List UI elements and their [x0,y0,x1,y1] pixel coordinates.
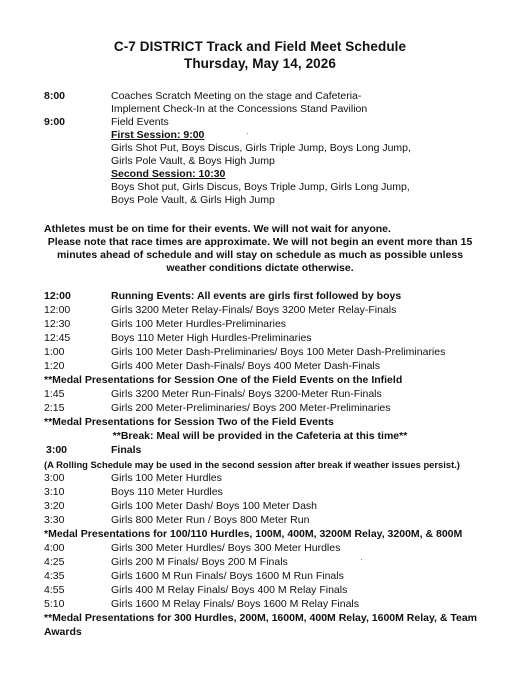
time: 3:20 [44,500,65,512]
break-note: **Break: Meal will be provided in the Cafeteria at this time** [112,430,408,442]
notice-line: minutes ahead of schedule and will stay on schedule as much as possible unless [56,249,464,261]
event-text: Girls 200 Meter-Preliminaries/ Boys 200 Meter-Preliminaries [111,402,391,414]
time: 8:00 [44,90,66,102]
time: 3:10 [44,486,65,498]
notice-line: Athletes must be on time for their events. We will not wait for anyone. [44,223,391,235]
event-text: Girls 300 Meter Hurdles/ Boys 300 Meter Hurdles [111,542,341,554]
schedule-row [44,142,504,156]
time: 4:25 [44,556,65,568]
event-text: Girls 100 Meter Hurdles [111,472,222,484]
notice-line: Please note that race times are approximate. We will not begin an event more than 15 [47,236,473,248]
event-text: Field Events [111,116,169,128]
document-title: C-7 DISTRICT Track and Field Meet Schedule [113,39,407,54]
event-text: Running Events: All events are girls first followed by boys [111,290,402,302]
time: 12:00 [44,304,71,316]
medal-presentation-note: **Medal Presentations for 300 Hurdles, 200M, 1600M, 400M Relay, 1600M Relay, & Team [44,612,478,624]
event-text: Boys Shot put, Girls Discus, Boys Triple Jump, Girls Long Jump, [111,181,410,193]
schedule-row [44,103,504,117]
event-text: Girls 800 Meter Run / Boys 800 Meter Run [111,514,310,526]
time: 12:30 [44,318,71,330]
schedule-row [44,116,504,130]
first-session [44,129,504,143]
schedule-row [44,584,504,598]
finals-header [46,444,506,458]
time: 4:35 [44,570,65,582]
schedule-row [44,318,504,332]
schedule-row [44,556,504,570]
time: 1:45 [44,388,65,400]
time: 12:00 [44,290,71,302]
time: 1:20 [44,360,65,372]
event-text: Girls 100 Meter Dash/ Boys 100 Meter Dash [111,500,318,512]
first-session-heading: First Session: 9:00 [111,129,205,141]
schedule-row [44,360,504,374]
schedule-row [44,570,504,584]
medal-presentation-note: Awards [44,626,82,638]
event-text: Girls Pole Vault, & Boys High Jump [111,155,275,167]
time: 3:30 [44,514,65,526]
schedule-row [44,500,504,514]
time: 4:55 [44,584,65,596]
schedule-row [44,304,504,318]
event-text: Girls 400 Meter Dash-Finals/ Boys 400 Meter Dash-Finals [111,360,381,372]
notice-line: weather conditions dictate otherwise. [166,262,354,274]
medal-presentation-note: **Medal Presentations for Session One of the Field Events on the Infield [44,374,403,386]
time: 1:00 [44,346,65,358]
event-text: Girls 1600 M Relay Finals/ Boys 1600 M Relay Finals [111,598,360,610]
medal-presentation-note: **Medal Presentations for Session Two of the Field Events [44,416,334,428]
schedule-row [44,155,504,169]
schedule-row [44,332,504,346]
medal-presentation-note: *Medal Presentations for 100/110 Hurdles, 100M, 400M, 3200M Relay, 3200M, & 800M [44,528,463,540]
time: 4:00 [44,542,65,554]
schedule-row [44,598,504,612]
rolling-schedule-note: (A Rolling Schedule may be used in the second session after break if weather issues persist.) [44,459,460,470]
running-events-header [44,290,504,304]
event-text: Girls 100 Meter Dash-Preliminaries/ Boys 100 Meter Dash-Preliminaries [111,346,446,358]
event-text: Girls 200 M Finals/ Boys 200 M Finals [111,556,288,568]
schedule-row [44,486,504,500]
schedule-row [44,388,504,402]
time: 3:00 [44,472,65,484]
document-date: Thursday, May 14, 2026 [183,56,337,71]
second-session-heading: Second Session: 10:30 [111,168,226,180]
time: 12:45 [44,332,71,344]
event-text: Boys 110 Meter Hurdles [111,486,223,498]
event-text: Coaches Scratch Meeting on the stage and Cafeteria- [111,90,362,102]
time: 3:00 [46,444,68,456]
time: 9:00 [44,116,66,128]
speck-mark: · [246,129,249,138]
schedule-row [44,90,504,104]
schedule-row [44,194,504,208]
event-text: Implement Check-In at the Concessions Stand Pavilion [111,103,368,115]
event-text: Girls 1600 M Run Finals/ Boys 1600 M Run Finals [111,570,344,582]
schedule-row [44,514,504,528]
event-text: Finals [111,444,142,456]
second-session [44,168,504,182]
event-text: Boys Pole Vault, & Girls High Jump [111,194,275,206]
event-text: Girls Shot Put, Boys Discus, Girls Triple Jump, Boys Long Jump, [111,142,411,154]
schedule-row [44,402,504,416]
event-text: Girls 400 M Relay Finals/ Boys 400 M Relay Finals [111,584,348,596]
event-text: Girls 3200 Meter Relay-Finals/ Boys 3200 Meter Relay-Finals [111,304,397,316]
event-text: Boys 110 Meter High Hurdles-Preliminaries [111,332,312,344]
time: 2:15 [44,402,65,414]
schedule-row [44,472,504,486]
event-text: Girls 3200 Meter Run-Finals/ Boys 3200-Meter Run-Finals [111,388,382,400]
speck-mark: · [360,555,363,564]
time: 5:10 [44,598,65,610]
event-text: Girls 100 Meter Hurdles-Preliminaries [111,318,287,330]
schedule-row [44,181,504,195]
schedule-row [44,346,504,360]
schedule-row [44,542,504,556]
